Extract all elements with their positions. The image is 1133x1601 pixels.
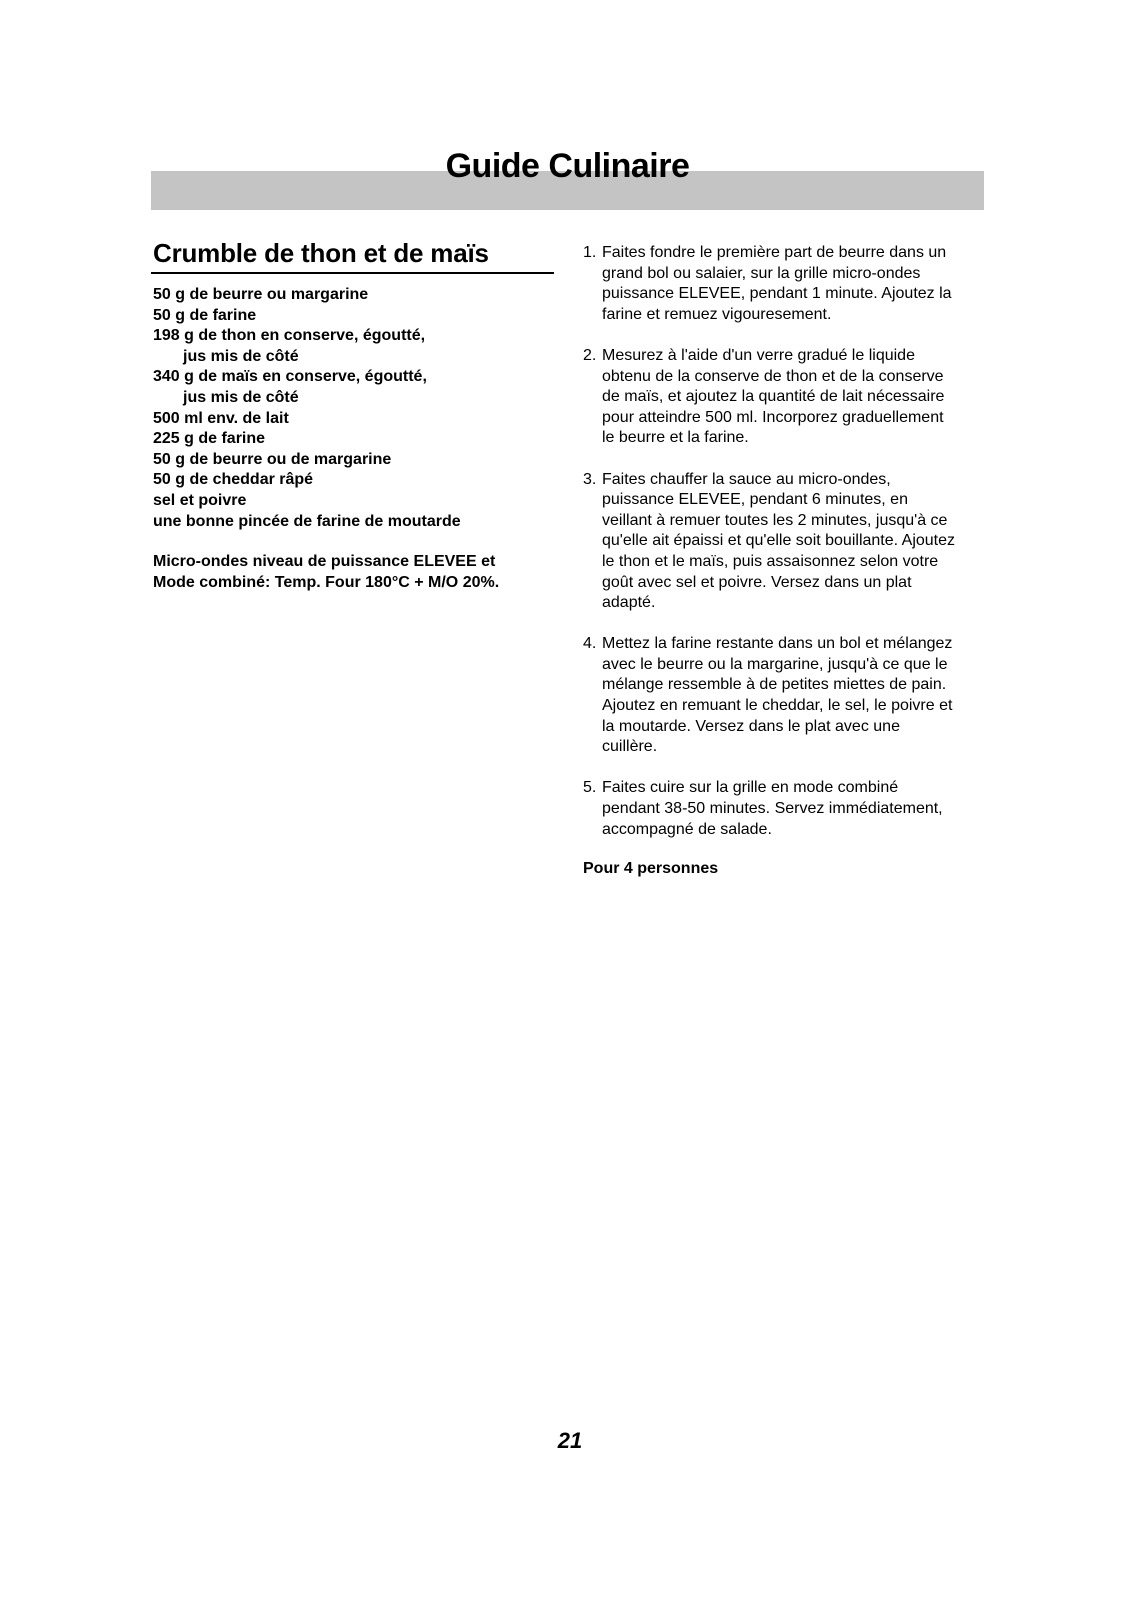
ingredient-line: 198 g de thon en conserve, égoutté,: [153, 327, 426, 345]
step-item: [583, 634, 988, 758]
step-text: [602, 470, 955, 614]
ingredient-line-continuation: jus mis de côté: [183, 347, 299, 365]
step-item: [583, 346, 988, 449]
ingredient-list: [153, 285, 553, 532]
page-title: Guide Culinaire: [445, 147, 690, 185]
step-line: qu'elle ait épaissi et qu'elle soit bouillante. Ajoutez: [602, 532, 956, 550]
title-underline: [151, 272, 554, 274]
ingredient-line: 50 g de farine: [153, 306, 257, 324]
power-note-line: Mode combiné: Temp. Four 180°C + M/O 20%.: [153, 573, 500, 591]
step-line: obtenu de la conserve de thon et de la conserve: [602, 367, 944, 385]
step-line: veillant à remuer toutes les 2 minutes, jusqu'à ce: [602, 511, 948, 529]
step-line: Faites chauffer la sauce au micro-ondes,: [602, 470, 891, 488]
step-line: Faites fondre le première part de beurre dans un: [602, 244, 947, 261]
ingredient-line: 340 g de maïs en conserve, égoutté,: [153, 368, 427, 386]
step-line: de maïs, et ajoutez la quantité de lait nécessaire: [602, 388, 945, 406]
step-number: 2.: [583, 346, 597, 364]
ingredient-line: une bonne pincée de farine de moutarde: [153, 512, 461, 530]
step-number: 1.: [583, 244, 597, 261]
step-text: [602, 346, 944, 449]
ingredient-line: 225 g de farine: [153, 430, 266, 448]
step-line: pour atteindre 500 ml. Incorporez graduellement: [602, 408, 944, 426]
step-number: 4.: [583, 635, 597, 653]
servings-note: Pour 4 personnes: [583, 860, 719, 877]
ingredient-line: 500 ml env. de lait: [153, 409, 289, 427]
step-line: accompagné de salade.: [602, 820, 772, 838]
step-text: [602, 634, 952, 758]
step-item: [583, 778, 988, 840]
step-line: grand bol ou salaier, sur la grille micro-ondes: [602, 264, 921, 282]
step-line: farine et remuez vigouresement.: [602, 305, 832, 323]
ingredient-line: 50 g de cheddar râpé: [153, 471, 314, 489]
ingredient-line-continuation: jus mis de côté: [183, 388, 299, 406]
step-line: cuillère.: [602, 738, 658, 756]
power-note-line: Micro-ondes niveau de puissance ELEVEE et: [153, 553, 496, 570]
step-line: le thon et le maïs, puis assaisonnez selon votre: [602, 552, 939, 570]
ingredient-line: sel et poivre: [153, 491, 247, 509]
step-line: puissance ELEVEE, pendant 6 minutes, en: [602, 491, 908, 509]
step-line: la moutarde. Versez dans le plat avec une: [602, 717, 900, 735]
step-text: [602, 243, 952, 325]
step-list: [583, 243, 988, 861]
step-text: [602, 778, 943, 840]
step-line: puissance ELEVEE, pendant 1 minute. Ajoutez la: [602, 285, 952, 303]
step-line: adapté.: [602, 594, 656, 612]
step-line: goût avec sel et poivre. Versez dans un plat: [602, 573, 912, 591]
step-line: mélange ressemble à de petites miettes de pain.: [602, 676, 947, 694]
step-line: avec le beurre ou la margarine, jusqu'à ce que le: [602, 655, 948, 673]
page-number: 21: [557, 1428, 583, 1453]
step-line: pendant 38-50 minutes. Servez immédiatement,: [602, 800, 943, 818]
step-line: Faites cuire sur la grille en mode combiné: [602, 779, 899, 797]
ingredient-line: 50 g de beurre ou margarine: [153, 286, 369, 303]
step-line: Mesurez à l'aide d'un verre gradué le liquide: [602, 346, 915, 364]
step-line: le beurre et la farine.: [602, 429, 749, 447]
step-item: [583, 470, 988, 614]
power-setting-note: [153, 552, 553, 593]
step-line: Ajoutez en remuant le cheddar, le sel, le poivre et: [602, 697, 953, 715]
recipe-title: Crumble de thon et de maïs: [153, 238, 489, 268]
step-number: 5.: [583, 779, 597, 797]
step-item: [583, 243, 988, 325]
ingredient-line: 50 g de beurre ou de margarine: [153, 450, 392, 468]
step-number: 3.: [583, 470, 597, 488]
step-line: Mettez la farine restante dans un bol et mélangez: [602, 635, 953, 653]
